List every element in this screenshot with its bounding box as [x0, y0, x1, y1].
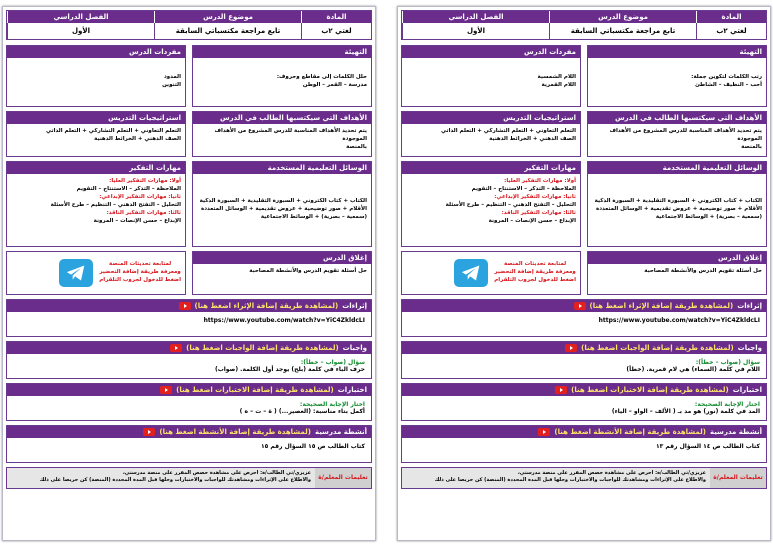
- closing-line: حل أسئلة تقويم الدرس والأنشطة المصاحبة: [249, 267, 367, 274]
- lesson-plan-page: [2, 6, 376, 541]
- instructions-label: تعليمات المعلم/ة: [315, 468, 371, 488]
- intro-line: رتب الكلمات لتكوين جملة:: [691, 74, 762, 81]
- goals-line: يتم تحديد الأهداف المناسبة للدرس المشروع من الأهداف الموجودة: [214, 128, 367, 142]
- homework-help-link[interactable]: (لمشاهدة طريقة إضافة الواجبات اضغط هنا): [581, 343, 734, 352]
- header-table: [6, 10, 372, 40]
- vocab-title: مفردات الدرس: [7, 46, 185, 58]
- homework-help-link[interactable]: (لمشاهدة طريقة إضافة الواجبات اضغط هنا): [186, 343, 339, 352]
- semester-label: الفصل الدراسي: [7, 11, 154, 23]
- aids-line: (سمعية – بصرية) + الوسائط الاجتماعية: [655, 213, 762, 220]
- vocab-box: [6, 45, 186, 107]
- intro-title: التهيئة: [588, 46, 766, 58]
- enrich-help-link[interactable]: (لمشاهدة طريقة إضافة الإثراء اضغط هنا): [589, 301, 734, 310]
- tests-question: اختار الإجابة الصحيحة:: [299, 400, 365, 408]
- telegram-text: [494, 261, 576, 284]
- strategies-line: الصف الذهني + الخرائط الذهنية: [94, 135, 181, 142]
- telegram-line: لمتابعة تحديثات المنصة: [504, 261, 567, 268]
- thinking-line: التحليل – التفتح الذهني – التنظيم – طرح الأسئلة: [50, 201, 181, 208]
- thinking-line: الإبداع – حسن الإنصات – المرونة: [93, 217, 181, 224]
- closing-box: [192, 251, 372, 295]
- topic-value: تابع مراجعة مكتسباتي السابقة: [549, 23, 696, 39]
- goals-title: الأهداف التي سيكتسبها الطالب في الدرس: [193, 112, 371, 124]
- youtube-icon[interactable]: [179, 302, 191, 310]
- telegram-line: ومعرفة طريقة إضافة التحضير: [99, 269, 181, 276]
- homework-body: اللام في كلمة (السماء) هي لام قمرية. (خطأ): [626, 365, 760, 373]
- tests-section: [6, 383, 372, 421]
- tests-help-link[interactable]: (لمشاهدة طريقة إضافة الاختبارات اضغط هنا): [571, 385, 729, 394]
- intro-line: مدرسة – القمر – الوطن: [302, 82, 367, 88]
- telegram-banner[interactable]: [6, 251, 186, 295]
- activities-body: كتاب الطالب ص ١٥ السؤال رقم ١٥: [260, 442, 365, 450]
- youtube-icon[interactable]: [170, 344, 182, 352]
- enrich-section: [6, 299, 372, 337]
- tests-title: اختبارات: [732, 385, 762, 394]
- telegram-text: [99, 261, 181, 284]
- enrich-help-link[interactable]: (لمشاهدة طريقة إضافة الإثراء اضغط هنا): [194, 301, 339, 310]
- closing-line: حل أسئلة تقويم الدرس والأنشطة المصاحبة: [644, 267, 762, 274]
- activities-help-link[interactable]: (لمشاهدة طريقة إضافة الأنشطة اضغط هنا): [159, 427, 311, 436]
- activities-help-link[interactable]: (لمشاهدة طريقة إضافة الأنشطة اضغط هنا): [554, 427, 706, 436]
- strategies-title: استراتيجيات التدريس: [402, 112, 580, 124]
- thinking-line: الملاحظة – التذكر – الاستنتاج – التقويم: [76, 185, 181, 192]
- telegram-line: لمتابعة تحديثات المنصة: [109, 261, 172, 268]
- thinking-box: [6, 161, 186, 247]
- thinking-line: التحليل – التفتح الذهني – التنظيم – طرح الأسئلة: [445, 201, 576, 208]
- aids-line: (سمعية – بصرية) + الوسائط الاجتماعية: [260, 213, 367, 220]
- telegram-icon[interactable]: [454, 259, 488, 287]
- goals-box: [192, 111, 372, 157]
- telegram-icon[interactable]: [59, 259, 93, 287]
- strategies-box: [6, 111, 186, 157]
- semester-value: الأول: [7, 23, 154, 39]
- activities-title: أنشطة مدرسية: [314, 427, 367, 436]
- homework-body: حرف الباء في كلمة (بلح) يوجد أول الكلمة. (صواب): [214, 365, 365, 373]
- semester-value: الأول: [402, 23, 549, 39]
- thinking-heading: أولا: مهارات التفكير العليا:: [109, 177, 181, 184]
- vocab-line: اللام القمرية: [541, 82, 576, 88]
- header-table: [401, 10, 767, 40]
- tests-question: اختار الإجابة الصحيحة:: [694, 400, 760, 408]
- youtube-icon[interactable]: [555, 386, 567, 394]
- aids-line: الأقلام + صور توضيحية + عروض تقديمية + الوسائل المتعددة: [595, 205, 762, 212]
- goals-title: الأهداف التي سيكتسبها الطالب في الدرس: [588, 112, 766, 124]
- thinking-heading: ثالثا: مهارات التفكير الناقد:: [501, 209, 576, 216]
- goals-line: بالمنصة: [741, 143, 762, 150]
- strategies-box: [401, 111, 581, 157]
- aids-line: الكتاب + كتاب الكتروني + السبورة التقليدية + السبورة الذكية: [594, 197, 762, 204]
- strategies-line: التعلم التعاوني + التعلم التشاركي + التعلم الذاتي: [440, 128, 576, 134]
- homework-title: واجبات: [342, 343, 367, 352]
- homework-title: واجبات: [737, 343, 762, 352]
- enrich-body[interactable]: https://www.youtube.com/watch?v=YiC4ZkldcLI: [598, 316, 760, 324]
- instructions-label: تعليمات المعلم/ة: [710, 468, 766, 488]
- homework-question: سؤال (صواب – خطأ):: [695, 358, 760, 366]
- homework-section: [6, 341, 372, 379]
- vocab-line: التنوين: [162, 82, 181, 88]
- thinking-heading: ثانيا: مهارات التفكير الإبداعي:: [99, 193, 181, 200]
- tests-section: [401, 383, 767, 421]
- strategies-line: الصف الذهني + الخرائط الذهنية: [489, 135, 576, 142]
- topic-label: موضوع الدرس: [549, 11, 696, 23]
- aids-box: [192, 161, 372, 247]
- thinking-line: الإبداع – حسن الإنصات – المرونة: [488, 217, 576, 224]
- thinking-heading: ثانيا: مهارات التفكير الإبداعي:: [494, 193, 576, 200]
- aids-title: الوسائل التعليمية المستخدمة: [193, 162, 371, 174]
- intro-title: التهيئة: [193, 46, 371, 58]
- tests-body: المد في كلمة (نور) هو مد بـ ( الألف – الواو – الياء): [611, 407, 760, 415]
- teacher-instructions: [6, 467, 372, 489]
- subject-value: لغتي ٢ب: [696, 23, 766, 39]
- activities-title: أنشطة مدرسية: [709, 427, 762, 436]
- teacher-instructions: [401, 467, 767, 489]
- thinking-title: مهارات التفكير: [402, 162, 580, 174]
- enrich-section: [401, 299, 767, 337]
- youtube-icon[interactable]: [538, 428, 550, 436]
- telegram-line: اضغط للدخول لجروب التلقرام: [494, 276, 576, 283]
- closing-title: إغلاق الدرس: [588, 252, 766, 264]
- vocab-line: اللام الشمسية: [537, 74, 576, 81]
- homework-question: سؤال (صواب – خطأ):: [300, 358, 365, 366]
- aids-line: الأقلام + صور توضيحية + عروض تقديمية + الوسائل المتعددة: [200, 205, 367, 212]
- goals-line: يتم تحديد الأهداف المناسبة للدرس المشروع من الأهداف الموجودة: [609, 128, 762, 142]
- topic-label: موضوع الدرس: [154, 11, 301, 23]
- tests-body: أكمل بتاء مناسبة: (العصير...) ( ة – ت – ه ): [239, 407, 365, 415]
- tests-help-link[interactable]: (لمشاهدة طريقة إضافة الاختبارات اضغط هنا): [176, 385, 334, 394]
- thinking-line: الملاحظة – التذكر – الاستنتاج – التقويم: [471, 185, 576, 192]
- instructions-line: عزيزي/تي الطالب/ة: احرص على مشاهدة حصص المقرر على منصة مدرستي،: [122, 469, 311, 476]
- instructions-line: عزيزي/تي الطالب/ة: احرص على مشاهدة حصص المقرر على منصة مدرستي،: [517, 469, 706, 476]
- subject-label: المادة: [696, 11, 766, 23]
- youtube-icon[interactable]: [565, 344, 577, 352]
- activities-section: [401, 425, 767, 463]
- topic-value: تابع مراجعة مكتسباتي السابقة: [154, 23, 301, 39]
- thinking-title: مهارات التفكير: [7, 162, 185, 174]
- youtube-icon[interactable]: [574, 302, 586, 310]
- activities-section: [6, 425, 372, 463]
- intro-line: أحب – النظيف – الشاطئ: [694, 82, 762, 88]
- aids-title: الوسائل التعليمية المستخدمة: [588, 162, 766, 174]
- enrich-body[interactable]: https://www.youtube.com/watch?v=YiC4ZkldcLI: [203, 316, 365, 324]
- vocab-title: مفردات الدرس: [402, 46, 580, 58]
- telegram-line: اضغط للدخول لجروب التلقرام: [99, 276, 181, 283]
- semester-label: الفصل الدراسي: [402, 11, 549, 23]
- closing-box: [587, 251, 767, 295]
- tests-title: اختبارات: [337, 385, 367, 394]
- youtube-icon[interactable]: [160, 386, 172, 394]
- goals-box: [587, 111, 767, 157]
- activities-body: كتاب الطالب ص ١٤ السؤال رقم ١٣: [655, 442, 760, 450]
- subject-label: المادة: [301, 11, 371, 23]
- strategies-line: التعلم التعاوني + التعلم التشاركي + التعلم الذاتي: [45, 128, 181, 134]
- enrich-title: إثراءات: [737, 301, 762, 310]
- lesson-plan-page: [397, 6, 771, 541]
- enrich-title: إثراءات: [342, 301, 367, 310]
- instructions-line: والاطلاع على الإثراءات ومشاهدتك للواجبات والاختبارات وحلها قبل المدة المحددة (المنصة) كن حريصا على ذلك: [39, 476, 311, 483]
- goals-line: بالمنصة: [346, 143, 367, 150]
- thinking-heading: ثالثا: مهارات التفكير الناقد:: [106, 209, 181, 216]
- thinking-heading: أولا: مهارات التفكير العليا:: [504, 177, 576, 184]
- subject-value: لغتي ٢ب: [301, 23, 371, 39]
- aids-line: الكتاب + كتاب الكتروني + السبورة التقليدية + السبورة الذكية: [199, 197, 367, 204]
- vocab-line: المدود: [163, 74, 181, 81]
- telegram-banner[interactable]: [401, 251, 581, 295]
- intro-box: [192, 45, 372, 107]
- instructions-line: والاطلاع على الإثراءات ومشاهدتك للواجبات والاختبارات وحلها قبل المدة المحددة (المنصة) كن حريصا على ذلك: [434, 476, 706, 483]
- vocab-box: [401, 45, 581, 107]
- youtube-icon[interactable]: [143, 428, 155, 436]
- thinking-box: [401, 161, 581, 247]
- homework-section: [401, 341, 767, 379]
- strategies-title: استراتيجيات التدريس: [7, 112, 185, 124]
- intro-line: حلل الكلمات إلى مقاطع وحروف:: [276, 74, 367, 81]
- aids-box: [587, 161, 767, 247]
- intro-box: [587, 45, 767, 107]
- telegram-line: ومعرفة طريقة إضافة التحضير: [494, 269, 576, 276]
- closing-title: إغلاق الدرس: [193, 252, 371, 264]
